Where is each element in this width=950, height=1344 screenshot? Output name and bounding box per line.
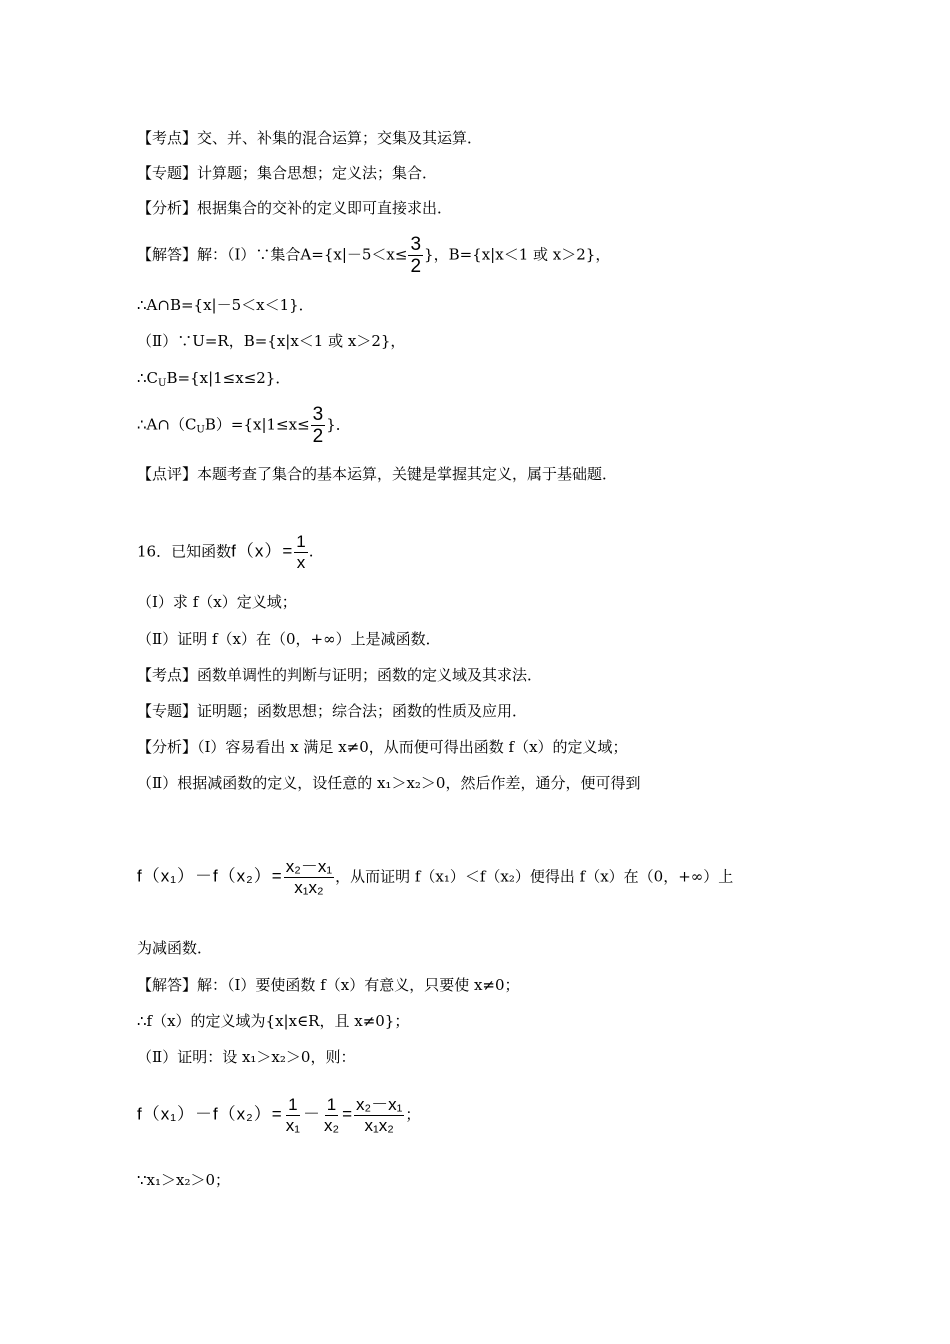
fraction-denominator: x₁x₂ [294, 878, 324, 897]
q16-jieda2: ∴f（x）的定义域为{x|x∈R，且 x≠0}； [137, 1012, 410, 1030]
intersection-line: ∴A∩B={x|－5＜x＜1}． [137, 296, 314, 314]
minus-sign: － [302, 1104, 321, 1124]
final-post: }． [326, 415, 351, 434]
fraction-denominator: x [296, 553, 306, 572]
fraction-one-over-x1 [284, 1095, 302, 1136]
kaodian-line: 【考点】交、并、补集的混合运算；交集及其运算． [137, 129, 483, 147]
q16-part1: （Ⅰ）求 f（x）定义域； [137, 593, 297, 611]
fraction-numerator: 1 [296, 532, 306, 551]
jieda-line [137, 234, 610, 277]
q16-fenxi4: 为减函数． [137, 939, 213, 957]
fraction-numerator: x₂－x₁ [285, 857, 333, 876]
fraction-numerator: x₂－x₁ [356, 1095, 403, 1114]
q16-jieda3: （Ⅱ）证明：设 x₁＞x₂＞0，则： [137, 1048, 356, 1066]
fraction-numerator: 3 [312, 404, 324, 425]
q16-kaodian: 【考点】函数单调性的判断与证明；函数的定义域及其求法． [137, 666, 543, 684]
complement-pre: ∴C [137, 369, 159, 387]
q16-jieda4 [137, 1095, 420, 1136]
final-result-line [137, 404, 351, 447]
q16-jieda5: ∵x₁＞x₂＞0； [137, 1171, 231, 1189]
fraction-numerator: 1 [288, 1095, 298, 1114]
fraction-one-over-x2 [322, 1095, 341, 1136]
q16-formula: f（x）= [231, 541, 294, 561]
fenxi-line: 【分析】根据集合的交补的定义即可直接求出． [137, 199, 453, 217]
fraction-one-over-x [294, 532, 307, 573]
fraction-three-halves [311, 404, 326, 447]
q16-stem-post: . [308, 542, 314, 561]
fraction-denominator: x₁x₂ [364, 1116, 394, 1135]
dianping-line: 【点评】本题考查了集合的基本运算，关键是掌握其定义，属于基础题． [137, 465, 618, 483]
equals-sign: = [342, 1104, 354, 1124]
fraction-denominator: 2 [410, 256, 422, 277]
q16-fenxi3 [137, 857, 733, 898]
final-subscript: U [196, 424, 205, 436]
jieda-pre: 【解答】解：（Ⅰ）∵集合A={x|－5＜x≤ [137, 245, 408, 264]
fraction-numerator: 3 [410, 234, 422, 255]
q16-jieda1: 【解答】解：（Ⅰ）要使函数 f（x）有意义，只要使 x≠0； [137, 976, 520, 994]
fraction-numerator: 1 [326, 1095, 337, 1114]
difference-formula: f（x₁）－f（x₂）= [137, 866, 283, 886]
q16-fenxi1: 【分析】（Ⅰ）容易看出 x 满足 x≠0，从而便可得出函数 f（x）的定义域； [137, 738, 628, 756]
q16-stem [137, 532, 314, 573]
fraction-difference [284, 857, 334, 898]
difference-formula: f（x₁）－f（x₂）= [137, 1104, 283, 1124]
complement-post: B={x|1≤x≤2}． [166, 369, 291, 387]
fenxi3-post: ，从而证明 f（x₁）＜f（x₂）便得出 f（x）在（0，+∞）上 [335, 867, 734, 886]
complement-subscript: U [158, 378, 167, 389]
fraction-denominator: x₁ [285, 1116, 300, 1135]
q16-part2: （Ⅱ）证明 f（x）在（0，+∞）上是减函数． [137, 630, 441, 648]
q16-stem-pre: 16．已知函数 [137, 542, 232, 561]
q16-zhuanti: 【专题】证明题；函数思想；综合法；函数的性质及应用． [137, 702, 528, 720]
complement-line [137, 367, 290, 395]
fraction-denominator: x₂ [323, 1116, 340, 1135]
final-mid: B）={x|1≤x≤ [204, 415, 310, 434]
final-pre: ∴A∩（C [137, 415, 197, 434]
q16-fenxi2: （Ⅱ）根据减函数的定义，设任意的 x₁＞x₂＞0，然后作差，通分，便可得到 [137, 774, 641, 792]
fraction-difference [354, 1095, 404, 1136]
fraction-three-halves [408, 234, 423, 277]
fraction-denominator: 2 [312, 426, 324, 447]
jieda-post: }，B={x|x＜1 或 x＞2}， [424, 245, 611, 264]
jieda4-post: ； [405, 1105, 421, 1124]
zhuanti-line: 【专题】计算题；集合思想；定义法；集合． [137, 164, 438, 182]
part-ii-line: （Ⅱ）∵U=R，B={x|x＜1 或 x＞2}， [137, 332, 406, 350]
